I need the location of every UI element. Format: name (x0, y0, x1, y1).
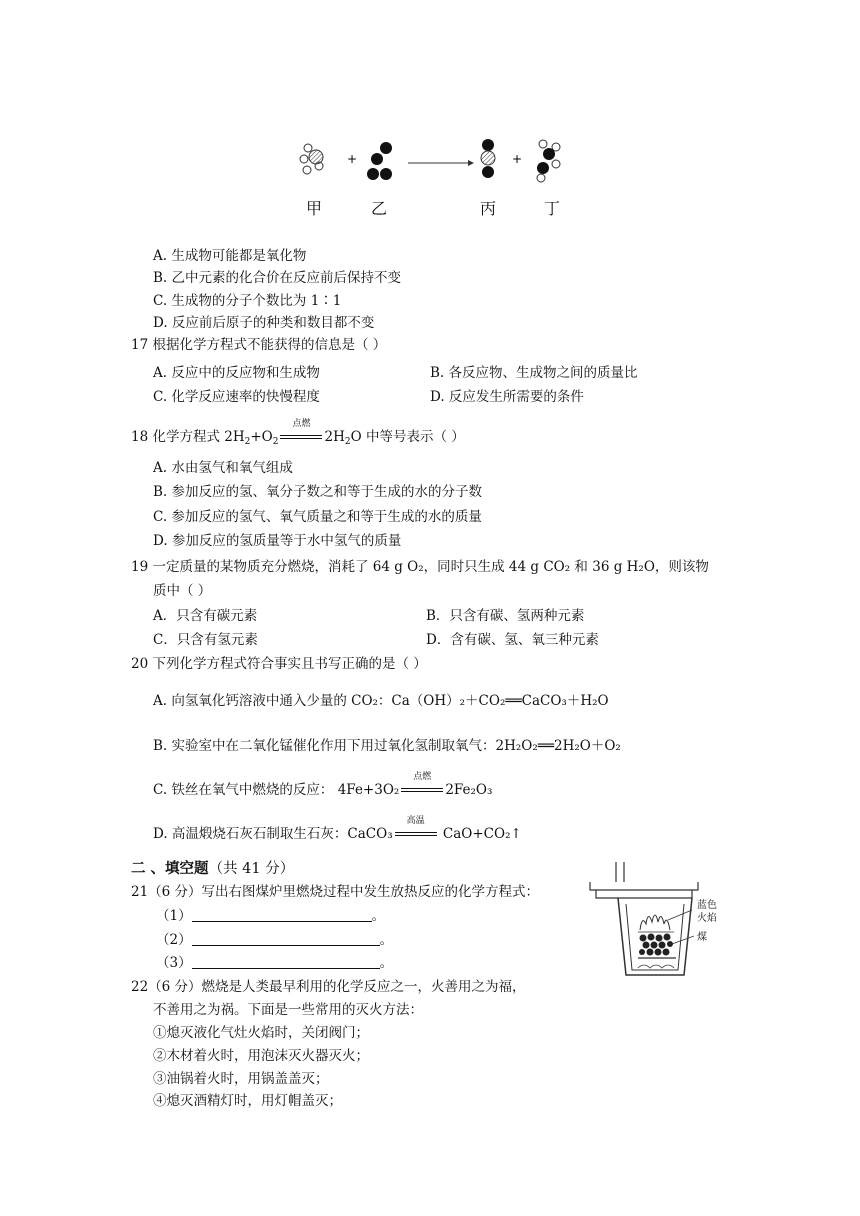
q18-option-c: C. 参加反应的氢气、氧气质量之和等于生成的水的质量 (153, 509, 482, 525)
q18-option-a: A. 水由氢气和氧气组成 (153, 460, 293, 476)
q18-option-b: B. 参加反应的氢、氧分子数之和等于生成的水的分子数 (153, 484, 483, 500)
q19-option-a: A．只含有碳元素 (153, 608, 258, 624)
q22-method-4: ④熄灭酒精灯时，用灯帽盖灭； (153, 1093, 342, 1109)
plus-sign: + (512, 152, 523, 166)
q22-stem-line1: 22（6 分）燃烧是人类最早利用的化学反应之一，火善用之为福， (131, 979, 526, 995)
q21-item-1: （1） 。 (156, 908, 386, 924)
q19-option-c: C．只含有氢元素 (153, 632, 258, 648)
q21-item-3: （3） 。 (156, 955, 394, 971)
q19-stem-line2: 质中（ ） (153, 583, 212, 599)
diagram-label-bing: 丙 (480, 199, 497, 218)
q19-stem-line1: 19 一定质量的某物质充分燃烧，消耗了 64 g O₂，同时只生成 44 g CO₂ 和 36 g H₂O，则该物 (131, 559, 709, 575)
diagram-label-jia: 甲 (306, 199, 323, 218)
condition-equals: 点燃 (278, 428, 324, 444)
q22-method-1: ①熄灭液化气灶火焰时，关闭阀门； (153, 1025, 369, 1041)
q18-stem: 18 化学方程式 $2H_2+O_2$ 点燃 $2H_2O$ 中等号表示（ ） (131, 419, 465, 447)
q17-option-d: D. 反应发生所需要的条件 (430, 389, 584, 405)
q20-option-a: A. 向氢氧化钙溶液中通入少量的 CO₂：Ca（OH）₂＋CO₂══CaCO₃＋H₂O (153, 693, 609, 709)
q22-method-3: ③油锅着火时，用锅盖盖灭； (153, 1071, 329, 1087)
q21-item-2: （2） 。 (156, 932, 394, 948)
q18-option-d: D. 参加反应的氢质量等于水中氢气的质量 (153, 533, 402, 549)
q19-option-d: D．含有碳、氢、氧三种元素 (426, 632, 599, 648)
condition-equals: 点燃 (399, 781, 445, 797)
section-heading: 二 、填空题（共 41 分） (131, 860, 295, 877)
reaction-arrow (408, 160, 474, 166)
molecule-yi (367, 142, 392, 180)
q17-option-b: B. 各反应物、生成物之间的质量比 (430, 365, 638, 381)
molecule-ding (537, 140, 560, 182)
figure-label-blue: 蓝色 (697, 900, 717, 911)
condition-equals: 高温 (393, 825, 439, 841)
q21-stem: 21（6 分）写出右图煤炉里燃烧过程中发生放热反应的化学方程式： (131, 884, 540, 900)
figure-label-flame: 火焰 (697, 913, 717, 924)
q19-option-b: B．只含有碳、氢两种元素 (426, 608, 585, 624)
q20-stem: 20 下列化学方程式符合事实且书写正确的是（ ） (131, 656, 427, 672)
plus-sign: + (347, 152, 358, 166)
q17-stem: 17 根据化学方程式不能获得的信息是（ ） (131, 337, 387, 353)
q16-option-b: B. 乙中元素的化合价在反应前后保持不变 (153, 270, 402, 286)
q16-option-d: D. 反应前后原子的种类和数目都不变 (153, 315, 375, 331)
diagram-label-ding: 丁 (544, 199, 561, 218)
molecule-bing (481, 139, 495, 178)
q16-option-a: A. 生成物可能都是氧化物 (153, 248, 307, 264)
q20-option-b: B. 实验室中在二氧化锰催化作用下用过氧化氢制取氧气：2H₂O₂══2H₂O＋O₂ (153, 738, 621, 754)
q16-option-c: C. 生成物的分子个数比为 1∶1 (153, 293, 342, 309)
diagram-label-yi: 乙 (371, 199, 388, 218)
molecule-jia (300, 144, 323, 174)
q17-option-a: A. 反应中的反应物和生成物 (153, 365, 320, 381)
q20-option-d: D. 高温煅烧石灰石制取生石灰：CaCO₃ 高温 CaO+CO₂↑ (153, 816, 522, 842)
q20-option-c: C. 铁丝在氧气中燃烧的反应： 4Fe+3O₂ 点燃 2Fe₂O₃ (153, 772, 493, 798)
q17-option-c: C. 化学反应速率的快慢程度 (153, 389, 320, 405)
q22-stem-line2: 不善用之为祸。下面是一些常用的灭火方法： (153, 1002, 423, 1018)
figure-label-coal: 煤 (697, 932, 707, 943)
q22-method-2: ②木材着火时，用泡沫灭火器灭火； (153, 1048, 369, 1064)
